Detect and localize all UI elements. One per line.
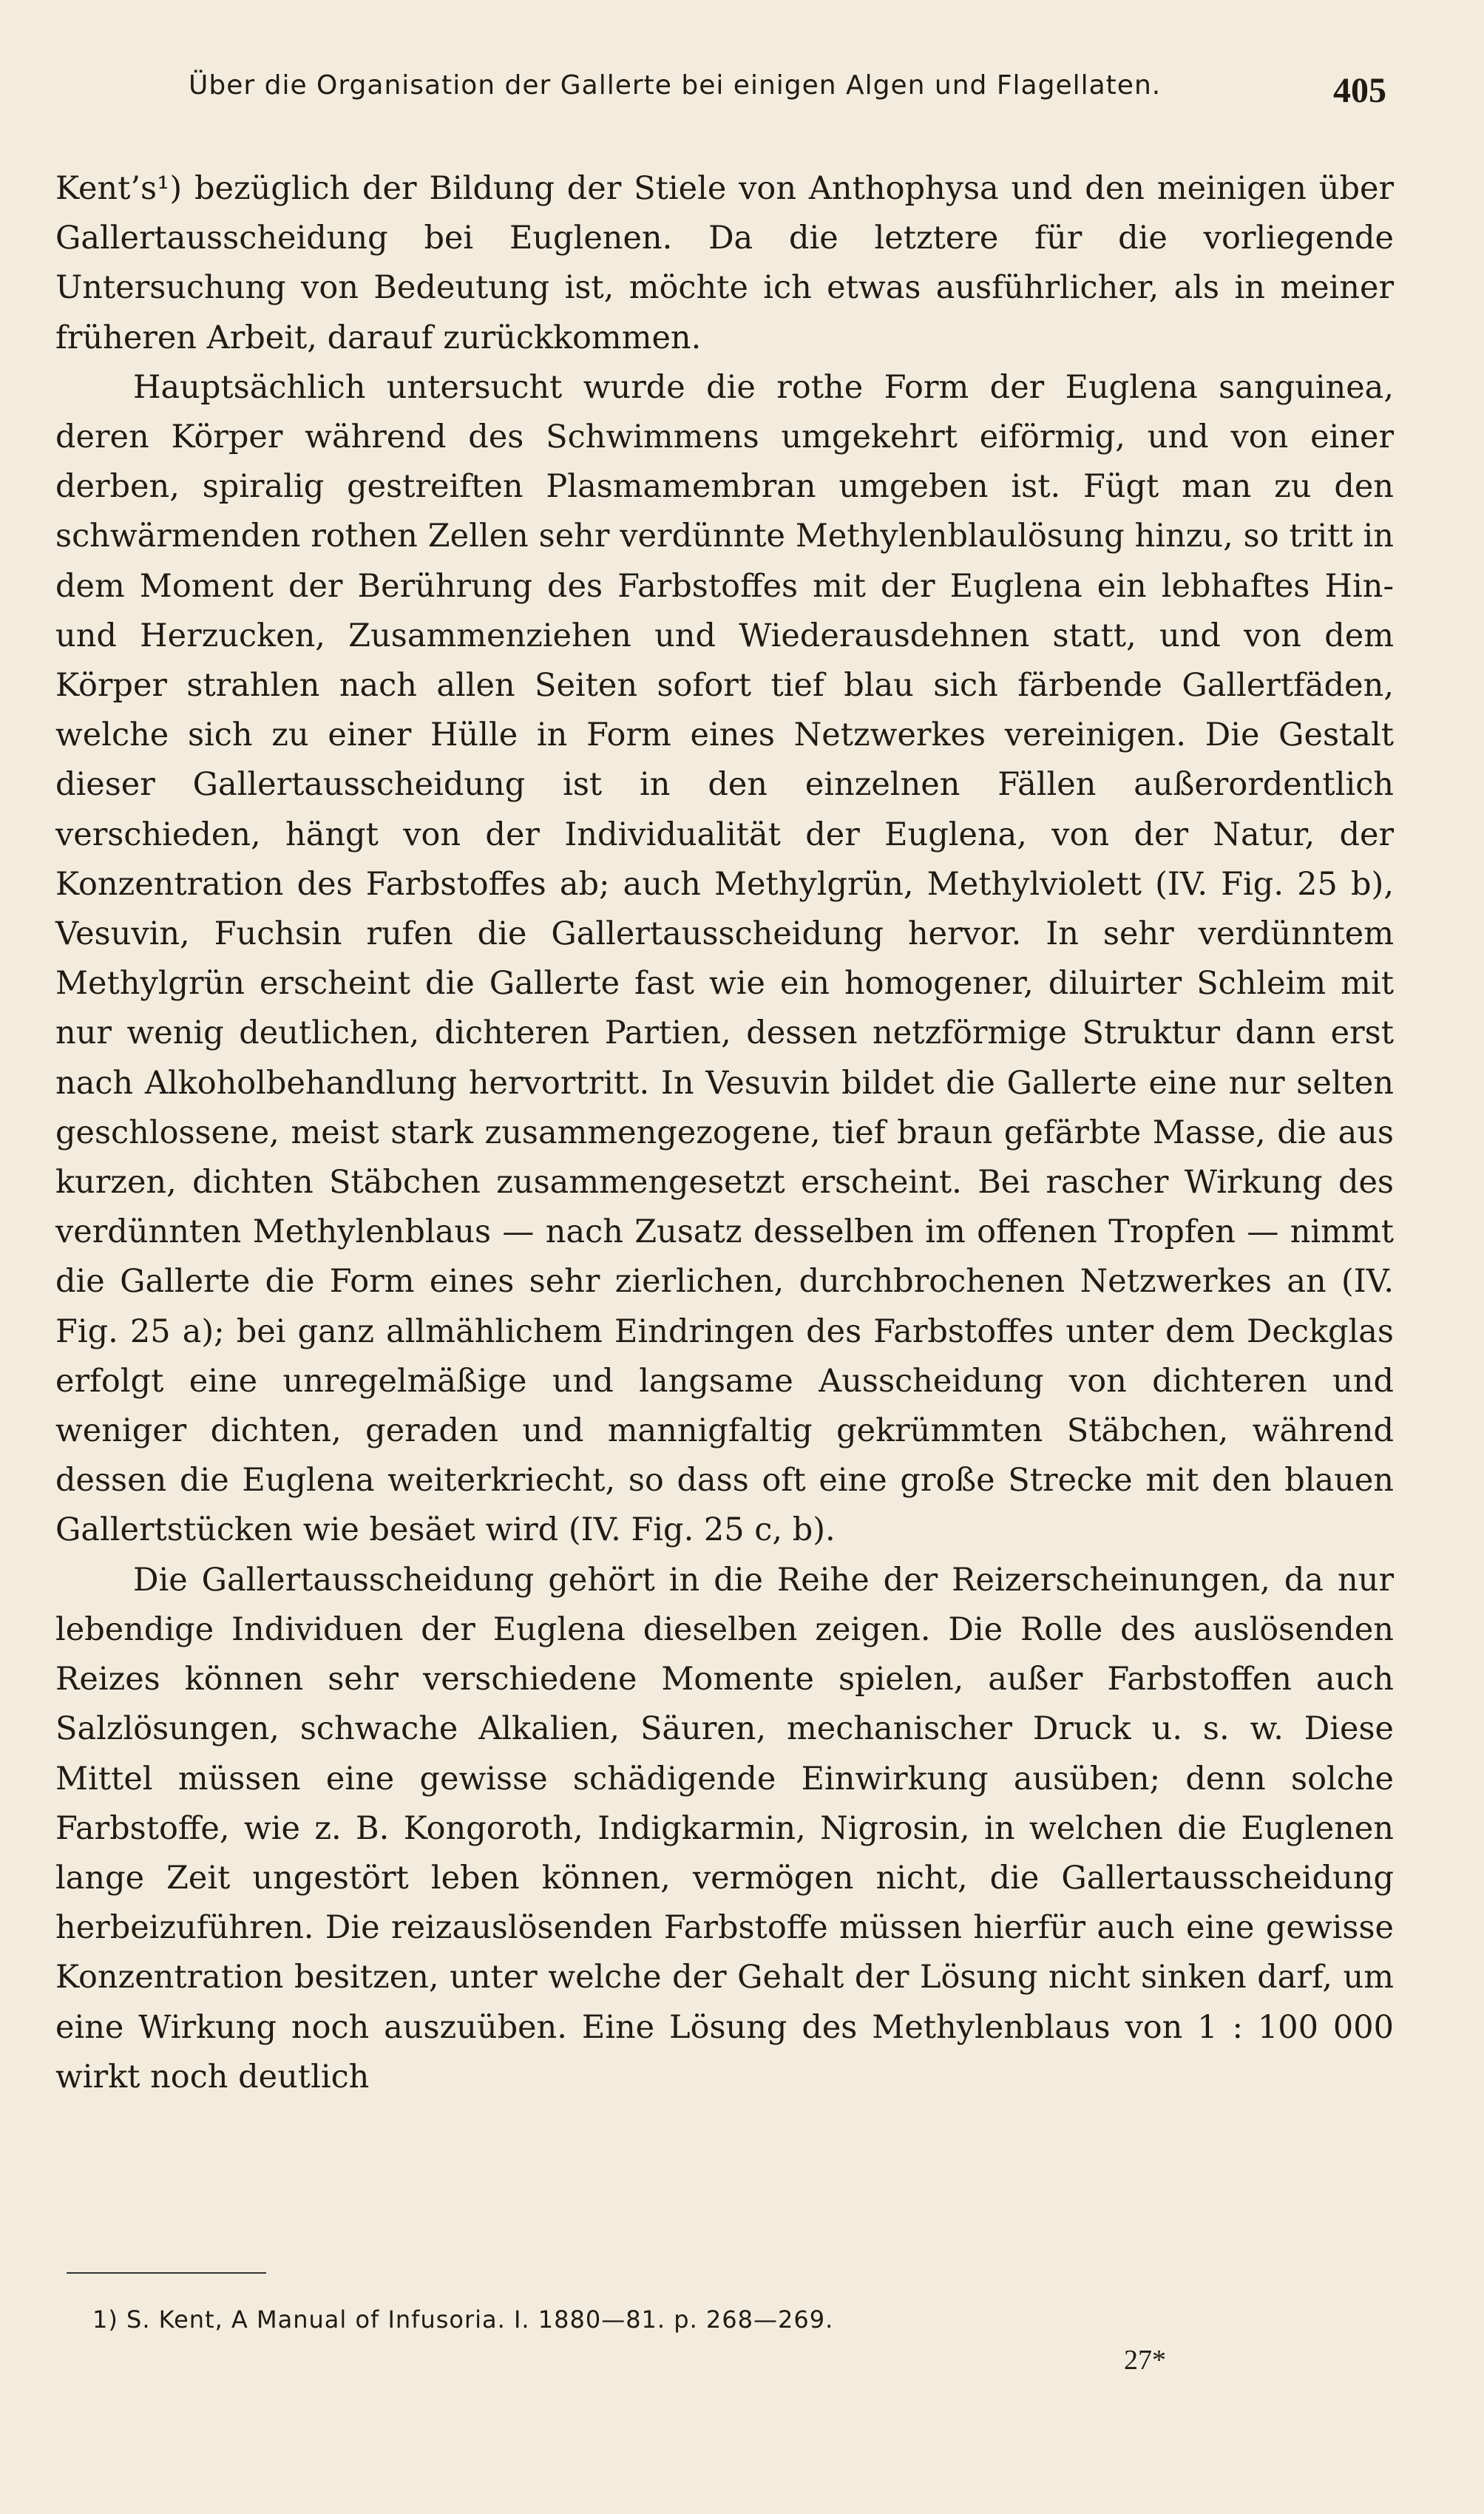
running-title: Über die Organisation der Gallerte bei einigen Algen und Flagellaten. [189,70,1162,101]
paragraph: Hauptsächlich untersucht wurde die rothe Form der Euglena sanguinea, deren Körper während des Schwimmens umgekehrt eiförmig, und von einer derben, spiralig gestreiften Plasmamembran umgeben ist. Fügt man zu den schwärmenden rothen Zellen sehr verdünnte Methylenblaulösung hinzu, so tritt in dem Moment der Berührung des Farbstoffes mit der Euglena ein lebhaftes Hin- und Herzucken, Zusammenziehen und Wiederausdehnen statt, und von dem Körper strahlen nach allen Seiten sofort tief blau sich färbende Gallertfäden, welche sich zu einer Hülle in Form eines Netzwerkes vereinigen. Die Gestalt dieser Gallertausscheidung ist in den einzelnen Fällen außerordentlich verschieden, hängt von der Individualität der Euglena, von der Natur, der Konzentration des Farbstoffes ab; auch Methylgrün, Methylviolett (IV. Fig. 25 b), Vesuvin, Fuchsin rufen die Gallertausscheidung hervor. In sehr verdünntem Methylgrün erscheint die Gallerte fast wie ein homogener, diluirter Schleim mit nur wenig deutlichen, dichteren Partien, dessen netzförmige Struktur dann erst nach Alkoholbehandlung hervortritt. In Vesuvin bildet die Gallerte eine nur selten geschlossene, meist stark zusammengezogene, tief braun gefärbte Masse, die aus kurzen, dichten Stäbchen zusammengesetzt erscheint. Bei rascher Wirkung des verdünnten Methylenblaus — nach Zusatz desselben im offenen Tropfen — nimmt die Gallerte die Form eines sehr zierlichen, durchbrochenen Netzwerkes an (IV. Fig. 25 a); bei ganz allmählichem Eindringen des Farbstoffes unter dem Deckglas erfolgt eine unregelmäßige und langsame Ausscheidung von dichteren und weniger dichten, geraden und mannigfaltig gekrümmten Stäbchen, während dessen die Euglena weiterkriecht, so dass oft eine große Strecke mit den blauen Gallertstücken wie besäet wird (IV. Fig. 25 c, b). [55,368,1394,1549]
paragraph: Die Gallertausscheidung gehört in die Reihe der Reizerscheinungen, da nur lebendige Individuen der Euglena dieselben zeigen. Die Rolle des auslösenden Reizes können sehr verschiedene Momente spielen, außer Farbstoffen auch Salzlösungen, schwache Alkalien, Säuren, mechanischer Druck u. s. w. Diese Mittel müssen eine gewisse schädigende Einwirkung ausüben; denn solche Farbstoffe, wie z. B. Kongoroth, Indigkarmin, Nigrosin, in welchen die Euglenen lange Zeit ungestört leben können, vermögen nicht, die Gallertausscheidung herbeizuführen. Die reizauslösenden Farbstoffe müssen hierfür auch eine gewisse Konzentration besitzen, unter welche der Gehalt der Lösung nicht sinken darf, um eine Wirkung noch auszuüben. Eine Lösung des Methylenblaus von 1 : 100 000 wirkt noch deutlich [55,1561,1394,2095]
footnote-divider [67,2272,266,2274]
signature-mark: 27* [1124,2345,1166,2376]
page-number: 405 [1333,71,1386,110]
page-header [189,70,1386,115]
footnote: 1) S. Kent, A Manual of Infusoria. I. 1880—81. p. 268—269. [92,2305,834,2334]
paragraph: Kent’s¹) bezüglich der Bildung der Stiele von Anthophysa und den meinigen über Gallertausscheidung bei Euglenen. Da die letztere für die vorliegende Untersuchung von Bedeutung ist, möchte ich etwas ausführlicher, als in meiner früheren Arbeit, darauf zurückkommen. [55,170,1394,356]
body-text [55,164,1394,2102]
